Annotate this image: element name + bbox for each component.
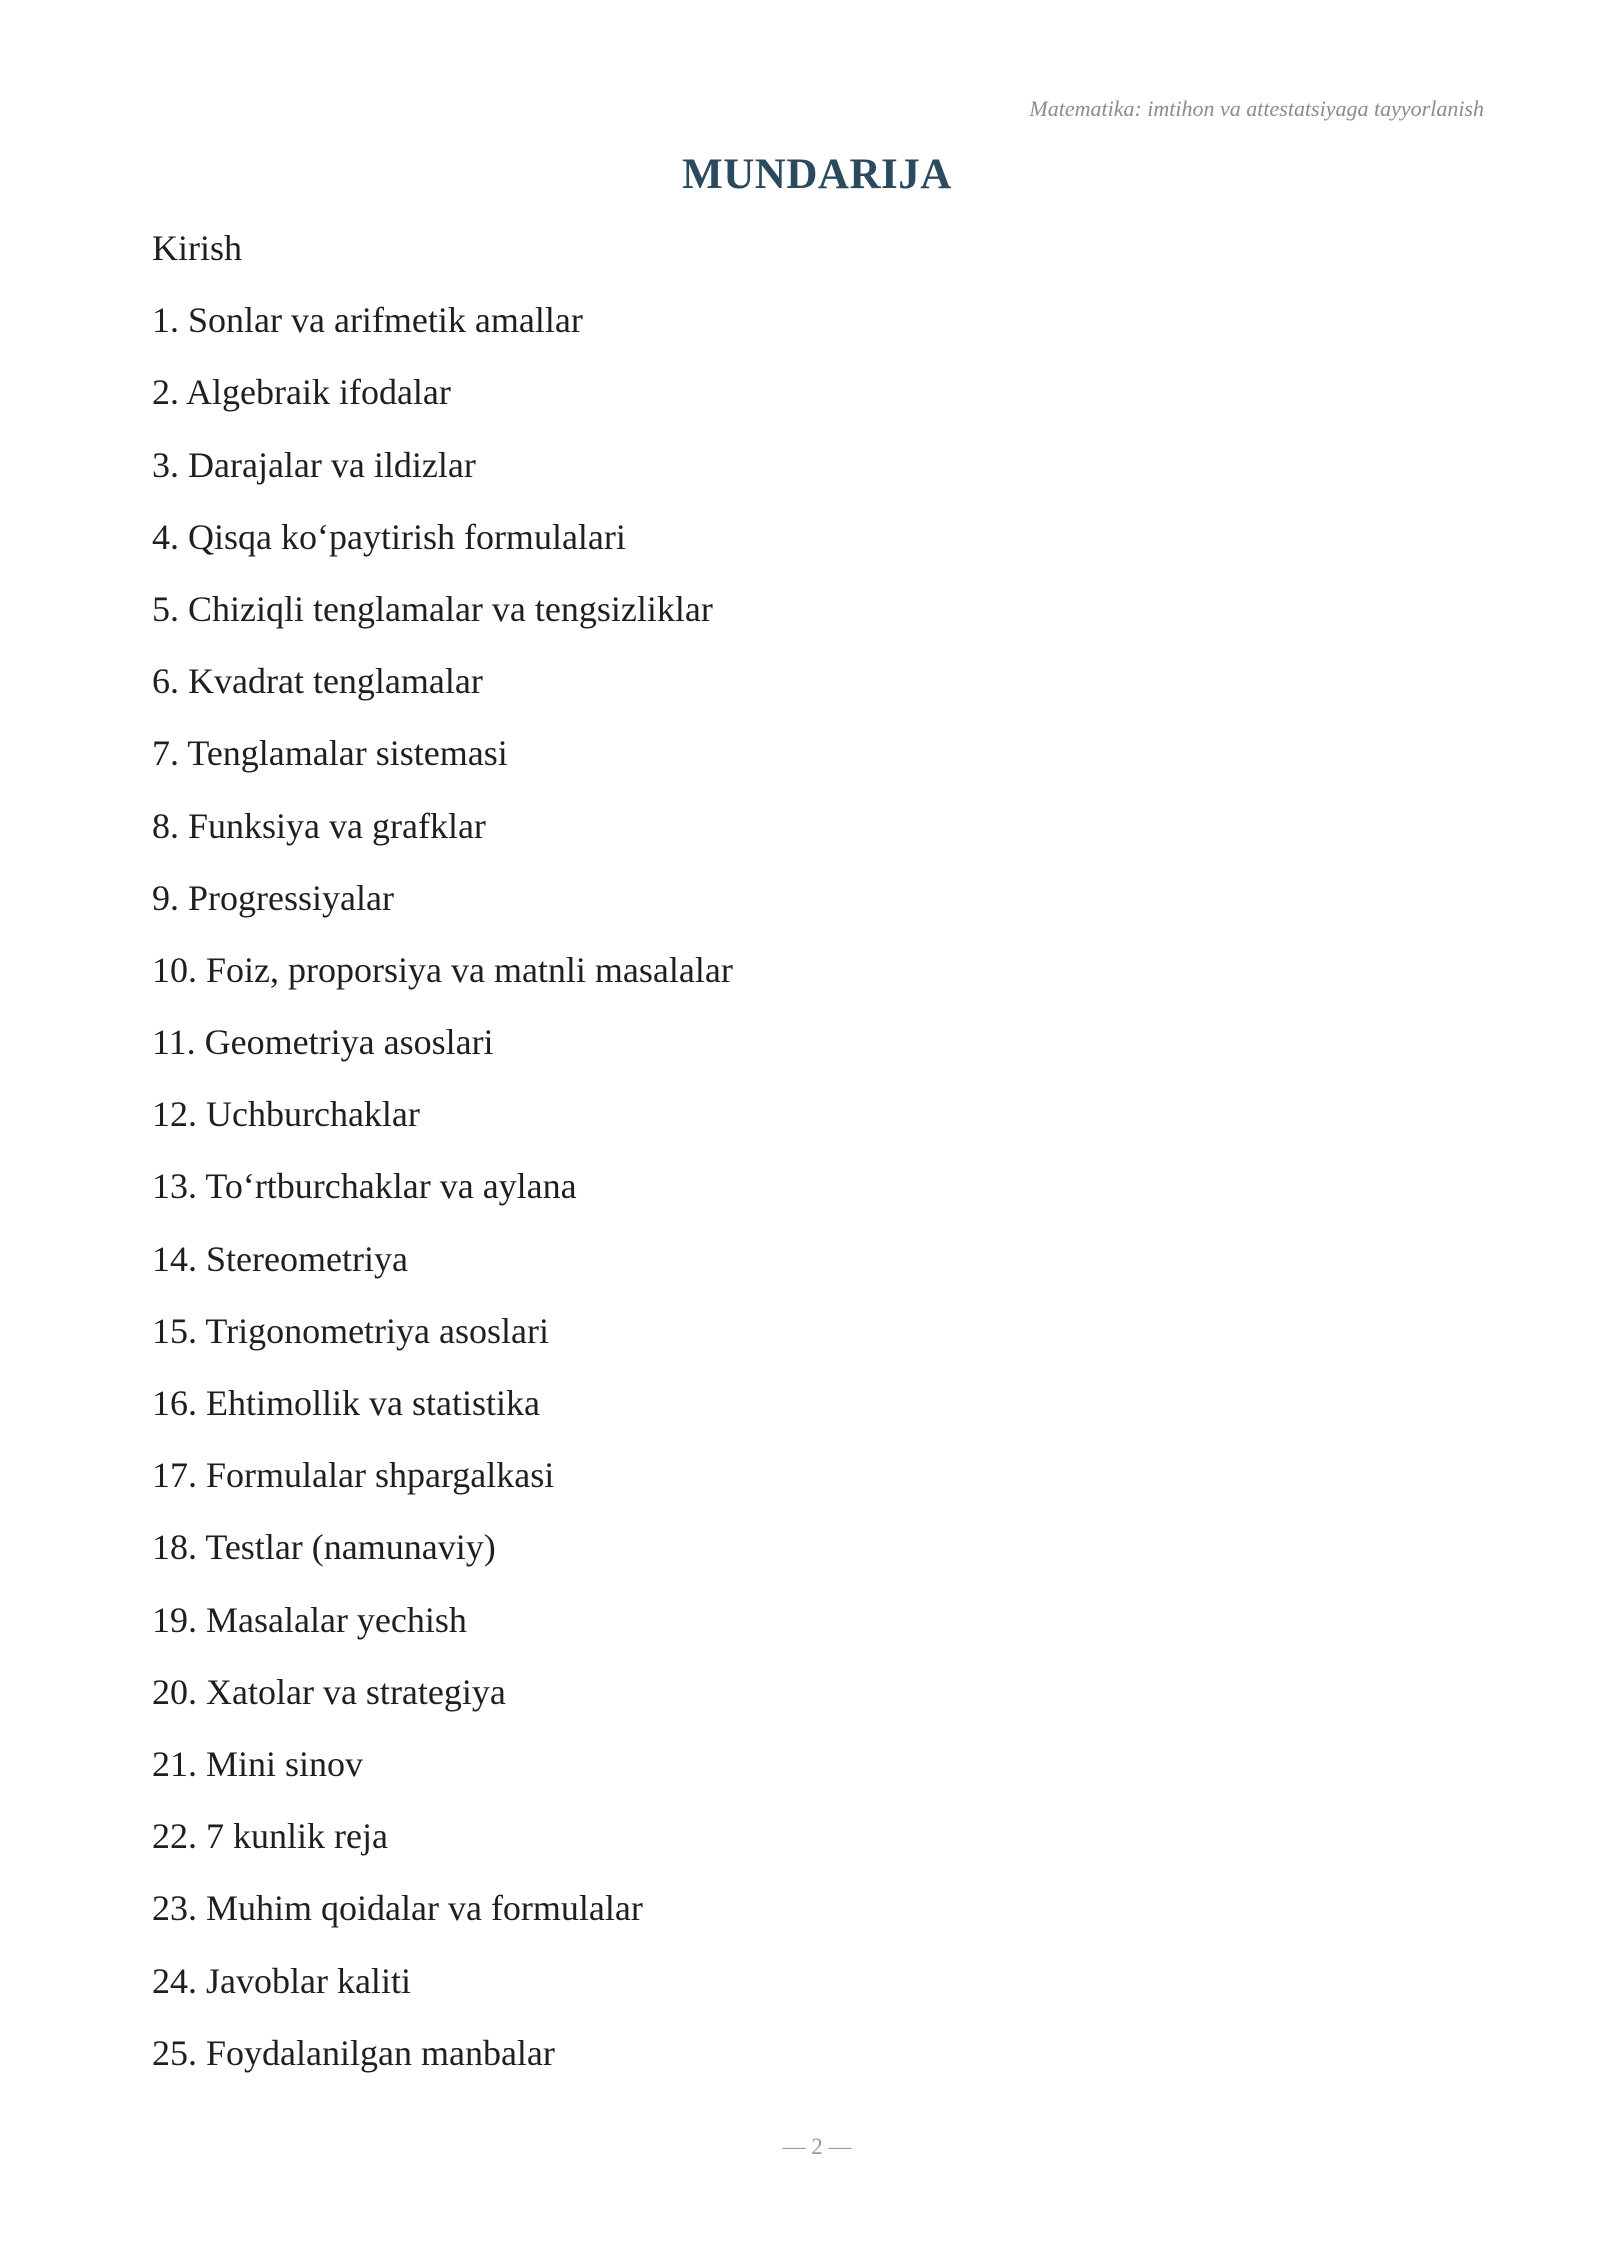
toc-entry-17[interactable]: 17. Formulalar shpargalkasi <box>152 1455 555 1496</box>
page-title: MUNDARIJA <box>682 151 952 198</box>
toc-entry-23[interactable]: 23. Muhim qoidalar va formulalar <box>152 1888 643 1929</box>
toc-entry-16[interactable]: 16. Ehtimollik va statistika <box>152 1383 540 1423</box>
toc-entry-25[interactable]: 25. Foydalanilgan manbalar <box>152 2032 555 2073</box>
toc-entry-21[interactable]: 21. Mini sinov <box>152 1743 364 1784</box>
toc-entry-intro[interactable]: Kirish <box>152 228 242 268</box>
table-of-contents <box>152 223 733 2100</box>
toc-entry-1[interactable]: 1. Sonlar va arifmetik amallar <box>152 300 583 341</box>
toc-entry-15[interactable]: 15. Trigonometriya asoslari <box>152 1310 549 1351</box>
toc-entry-19[interactable]: 19. Masalalar yechish <box>152 1599 467 1640</box>
toc-entry-20[interactable]: 20. Xatolar va strategiya <box>152 1671 506 1712</box>
toc-entry-6[interactable]: 6. Kvadrat tenglamalar <box>152 661 483 702</box>
running-header: Matematika: imtihon va attestatsiyaga tayyorlanish <box>1029 96 1484 121</box>
toc-entry-7[interactable]: 7. Tenglamalar sistemasi <box>152 733 508 774</box>
toc-entry-4[interactable]: 4. Qisqa ko‘paytirish formulalari <box>152 516 626 557</box>
toc-entry-10[interactable]: 10. Foiz, proporsiya va matnli masalalar <box>152 949 733 990</box>
toc-entry-24[interactable]: 24. Javoblar kaliti <box>152 1960 411 2001</box>
toc-entry-9[interactable]: 9. Progressiyalar <box>152 877 394 918</box>
toc-entry-22[interactable]: 22. 7 kunlik reja <box>152 1816 388 1857</box>
toc-entry-5[interactable]: 5. Chiziqli tenglamalar va tengsizliklar <box>152 588 713 629</box>
toc-entry-8[interactable]: 8. Funksiya va grafklar <box>152 805 486 846</box>
toc-entry-18[interactable]: 18. Testlar (namunaviy) <box>152 1527 496 1568</box>
page-number: — 2 — <box>782 2134 852 2159</box>
toc-entry-12[interactable]: 12. Uchburchaklar <box>152 1094 420 1135</box>
toc-entry-3[interactable]: 3. Darajalar va ildizlar <box>152 444 476 485</box>
toc-entry-11[interactable]: 11. Geometriya asoslari <box>152 1022 494 1063</box>
toc-entry-2[interactable]: 2. Algebraik ifodalar <box>152 372 451 413</box>
toc-entry-13[interactable]: 13. To‘rtburchaklar va aylana <box>152 1166 577 1207</box>
toc-entry-14[interactable]: 14. Stereometriya <box>152 1238 408 1279</box>
